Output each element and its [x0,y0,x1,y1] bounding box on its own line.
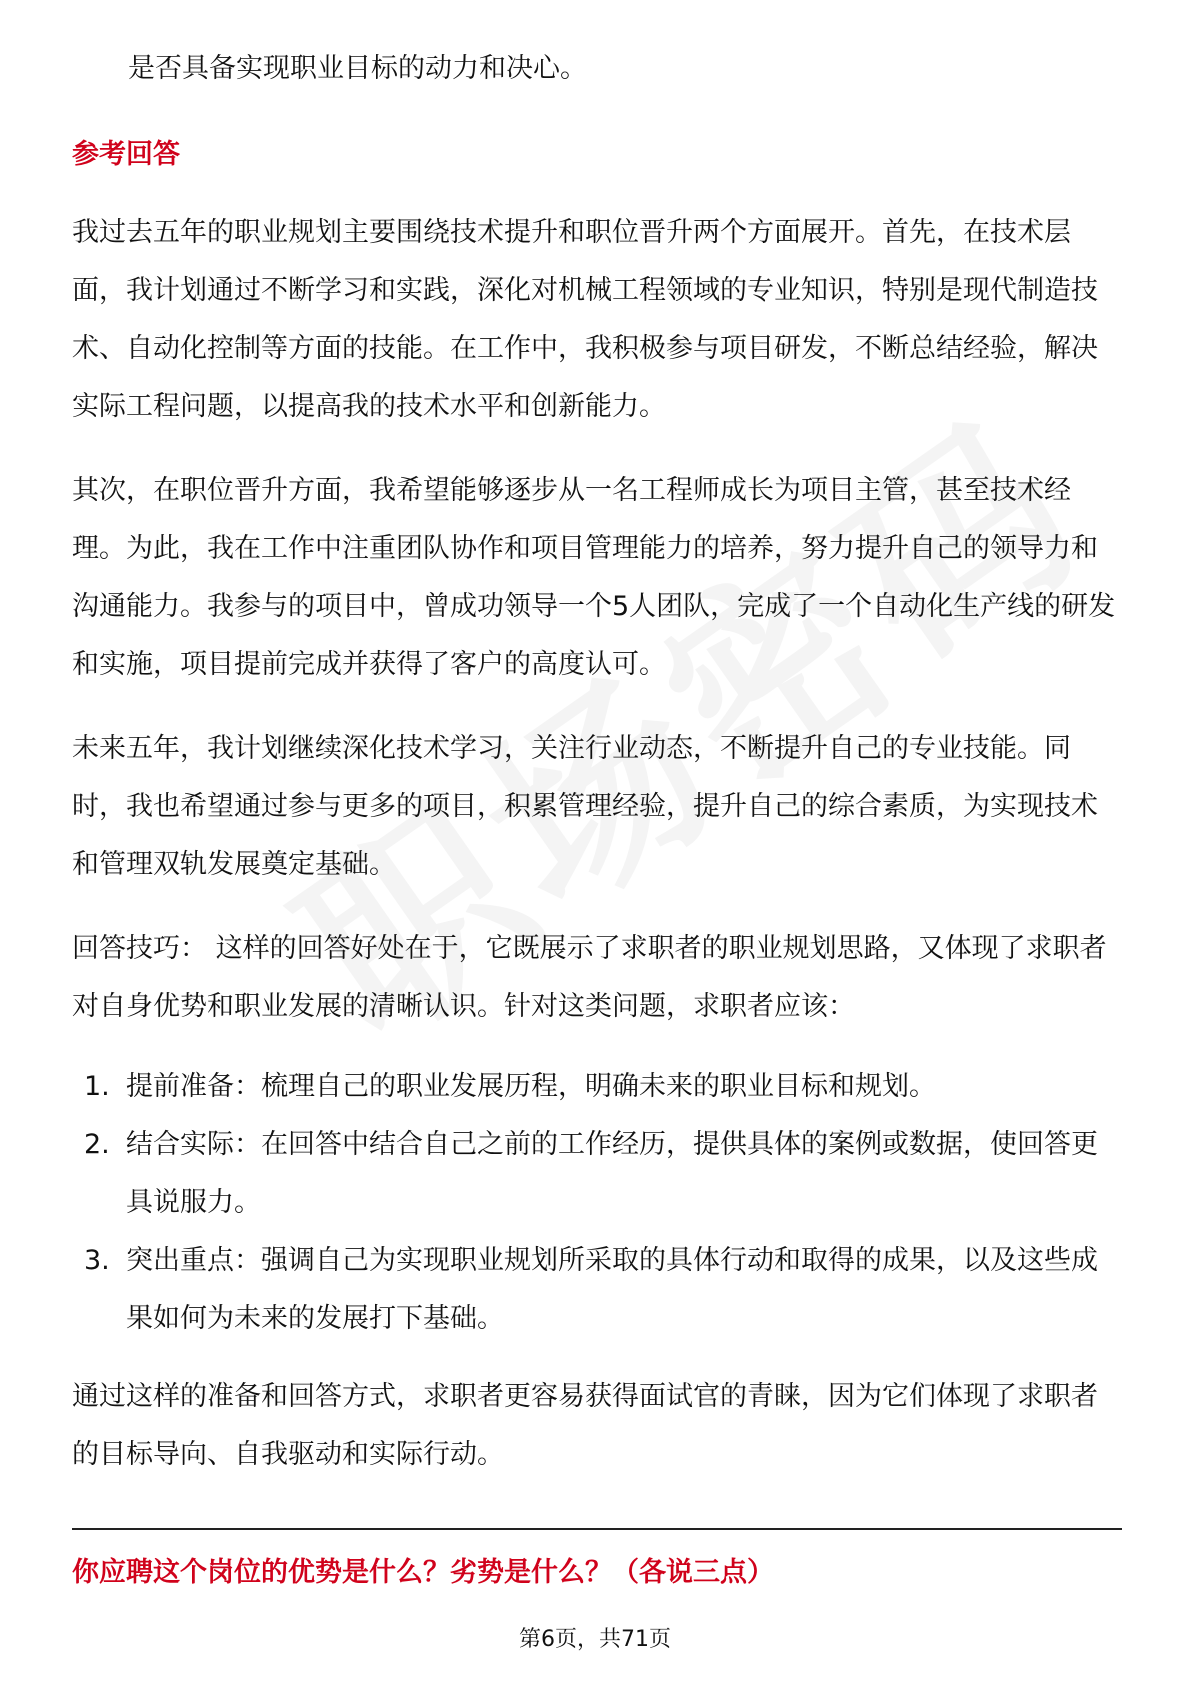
intro-line: 是否具备实现职业目标的动力和决心。 [128,53,587,84]
list-item [72,1116,1122,1232]
list-item-text: 提前准备：梳理自己的职业发展历程，明确未来的职业目标和规划。 [126,1071,936,1102]
page-footer: 第6页，共71页 [519,1627,671,1652]
paragraph-2: 其次，在职位晋升方面，我希望能够逐步从一名工程师成长为项目主管，甚至技术经理。为此，我在工作中注重团队协作和项目管理能力的培养，努力提升自己的领导力和沟通能力。我参与的项目中，曾成功领导一个5人团队，完成了一个自动化生产线的研发和实施，项目提前完成并获得了客户的高度认可。 [72,475,1116,680]
paragraph-tips-intro: 回答技巧： 这样的回答好处在于，它既展示了求职者的职业规划思路，又体现了求职者对自身优势和职业发展的清晰认识。针对这类问题，求职者应该： [72,933,1107,1022]
section-title-reference-answer: 参考回答 [72,139,180,170]
list-number: 3. [84,1245,110,1276]
list-item [72,1232,1122,1348]
conclusion-paragraph: 通过这样的准备和回答方式，求职者更容易获得面试官的青睐，因为它们体现了求职者的目标导向、自我驱动和实际行动。 [72,1381,1098,1470]
paragraph-3: 未来五年，我计划继续深化技术学习，关注行业动态，不断提升自己的专业技能。同时，我也希望通过参与更多的项目，积累管理经验，提升自己的综合素质，为实现技术和管理双轨发展奠定基础。 [72,733,1098,880]
list-number: 2. [84,1129,110,1160]
tips-list [72,1058,1122,1348]
list-item-text: 突出重点：强调自己为实现职业规划所采取的具体行动和取得的成果，以及这些成果如何为未来的发展打下基础。 [126,1245,1098,1334]
paragraph-1: 我过去五年的职业规划主要围绕技术提升和职位晋升两个方面展开。首先，在技术层面，我计划通过不断学习和实践，深化对机械工程领域的专业知识，特别是现代制造技术、自动化控制等方面的技能。在工作中，我积极参与项目研发，不断总结经验，解决实际工程问题，以提高我的技术水平和创新能力。 [72,217,1098,422]
list-number: 1. [84,1071,110,1102]
list-item [72,1058,1122,1116]
section-divider [72,1528,1122,1530]
list-item-text: 结合实际：在回答中结合自己之前的工作经历，提供具体的案例或数据，使回答更具说服力。 [126,1129,1098,1218]
next-question-heading: 你应聘这个岗位的优势是什么？劣势是什么？（各说三点） [72,1557,774,1588]
document-page [72,40,1122,1602]
